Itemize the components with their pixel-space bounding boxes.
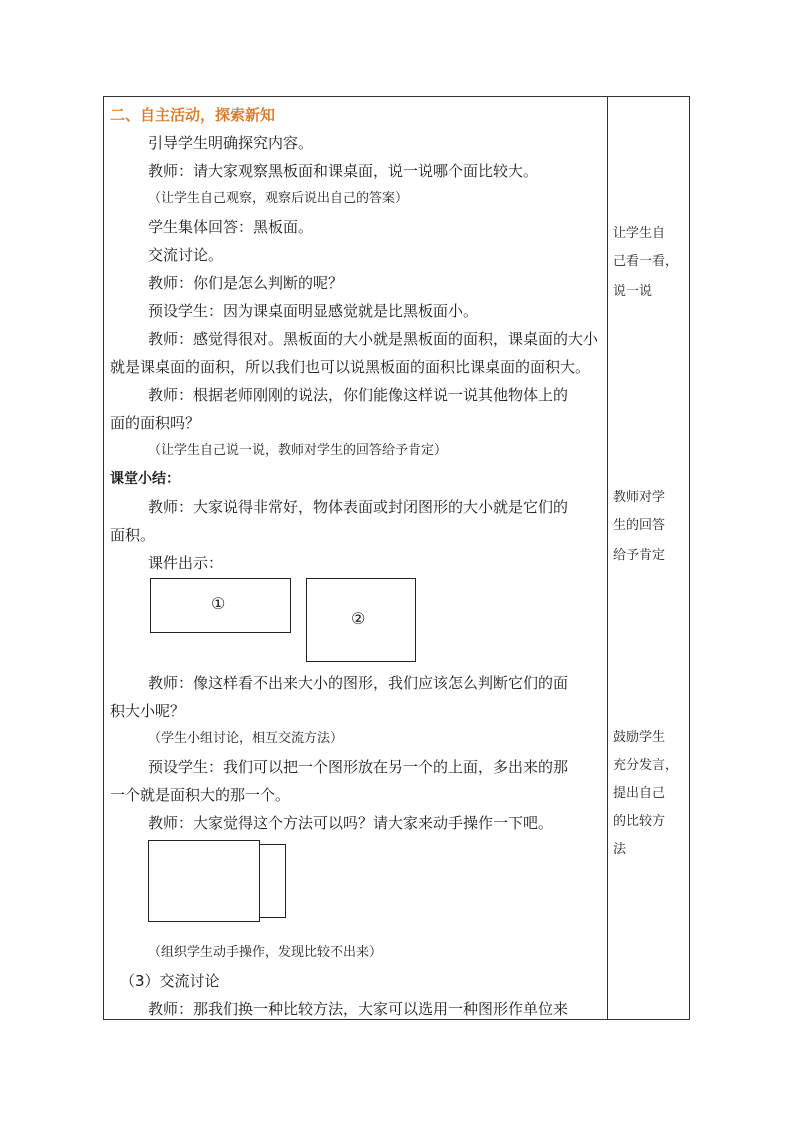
text-line: 一个就是面积大的那一个。 — [110, 786, 291, 804]
overlap-rectangle-front — [148, 840, 260, 922]
text-line: 教师：请大家观察黑板面和课桌面，说一说哪个面比较大。 — [148, 162, 539, 180]
rectangle-figure-1 — [150, 578, 291, 633]
figure-label-2: ② — [351, 609, 366, 628]
side-note-line: 己看一看， — [613, 254, 679, 269]
text-line: 课件出示： — [148, 554, 224, 572]
text-line: 教师：大家觉得这个方法可以吗？请大家来动手操作一下吧。 — [148, 814, 554, 832]
text-line: 学生集体回答：黑板面。 — [148, 218, 314, 236]
text-line: 教师：大家说得非常好，物体表面或封闭图形的大小就是它们的 — [148, 498, 569, 516]
text-line: 就是课桌面的面积，所以我们也可以说黑板面的面积比课桌面的面积大。 — [110, 358, 591, 376]
side-note-line: 让学生自 — [613, 226, 666, 241]
text-line: 预设学生：我们可以把一个图形放在另一个的上面，多出来的那 — [148, 758, 569, 776]
subsection-heading: （3）交流讨论 — [120, 972, 220, 990]
text-line: 引导学生明确探究内容。 — [148, 134, 314, 152]
side-note-line: 充分发言， — [613, 758, 679, 773]
column-divider — [607, 97, 608, 1019]
summary-heading: 课堂小结： — [110, 471, 180, 487]
side-note-line: 给予肯定 — [613, 548, 666, 563]
figure-label-1: ① — [211, 594, 226, 613]
text-line: 预设学生：因为课桌面明显感觉就是比黑板面小。 — [148, 302, 479, 320]
section-heading: 二、自主活动，探索新知 — [110, 106, 276, 124]
side-note-line: 教师对学 — [613, 490, 666, 505]
teaching-note: （组织学生动手操作，发现比较不出来） — [148, 945, 383, 960]
lesson-table — [103, 96, 690, 1020]
text-line: 教师：那我们换一种比较方法，大家可以选用一种图形作单位来 — [148, 1000, 569, 1018]
text-line: 交流讨论。 — [148, 246, 224, 264]
teaching-note: （让学生自己说一说，教师对学生的回答给予肯定） — [148, 443, 448, 458]
text-line: 面积。 — [110, 526, 156, 544]
text-line: 积大小呢？ — [110, 702, 186, 720]
side-note-line: 说一说 — [613, 284, 653, 299]
side-note-line: 鼓励学生 — [613, 730, 666, 745]
teaching-note: （让学生自己观察，观察后说出自己的答案） — [148, 191, 409, 206]
side-note-line: 生的回答 — [613, 518, 666, 533]
text-line: 教师：根据老师刚刚的说法，你们能像这样说一说其他物体上的 — [148, 386, 569, 404]
text-line: 教师：你们是怎么判断的呢？ — [148, 274, 344, 292]
text-line: 教师：感觉得很对。黑板面的大小就是黑板面的面积，课桌面的大小 — [148, 330, 599, 348]
side-note-line: 的比较方 — [613, 814, 666, 829]
side-note-line: 提出自己 — [613, 786, 666, 801]
text-line: 教师：像这样看不出来大小的图形，我们应该怎么判断它们的面 — [148, 674, 569, 692]
rectangle-figure-2 — [306, 578, 416, 662]
teaching-note: （学生小组讨论，相互交流方法） — [148, 731, 344, 746]
text-line: 面的面积吗？ — [110, 414, 201, 432]
side-note-line: 法 — [613, 842, 627, 857]
